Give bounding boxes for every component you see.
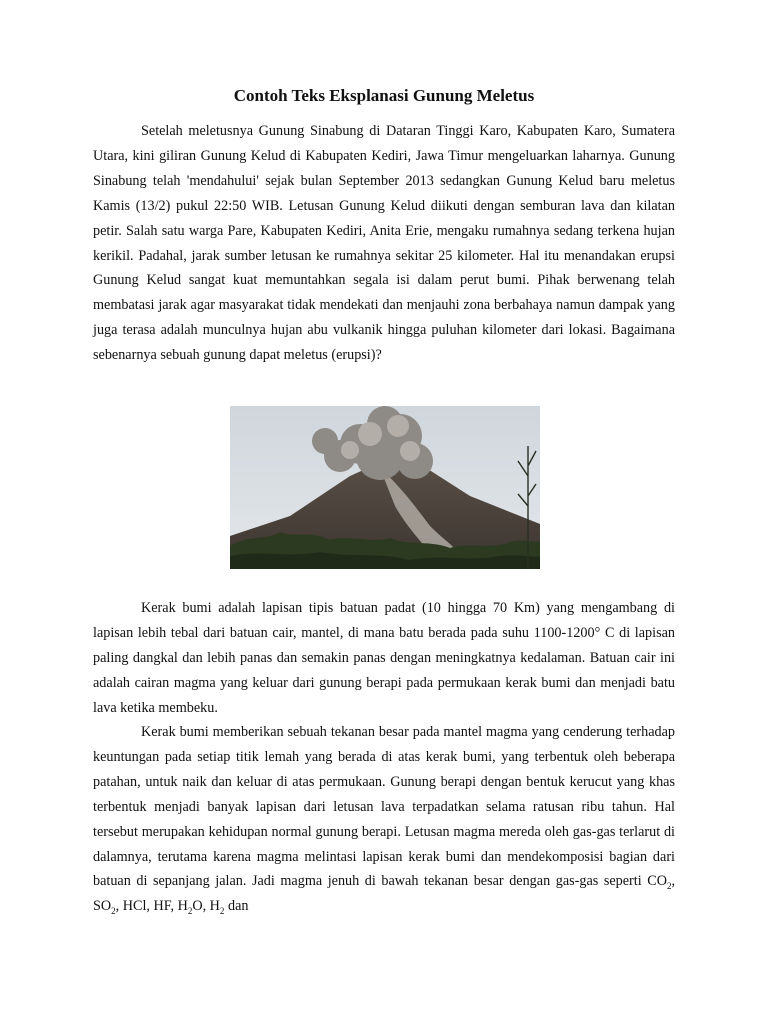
- paragraph-intro: Setelah meletusnya Gunung Sinabung di Dataran Tinggi Karo, Kabupaten Karo, Sumatera Utara, kini giliran Gunung Kelud di Kabupaten Kediri, Jawa Timur mengeluarkan laharnya. Gunung Sinabung telah 'mendahului' sejak bulan September 2013 sedangkan Gunung Kelud baru meletus Kamis (13/2) pukul 22:50 WIB. Letusan Gunung Kelud diikuti dengan semburan lava dan kilatan petir. Salah satu warga Pare, Kabupaten Kediri, Anita Erie, mengaku rumahnya sedang terkena hujan kerikil. Padahal, jarak sumber letusan ke rumahnya sekitar 25 kilometer. Hal itu menandakan erupsi Gunung Kelud sangat kuat memuntahkan segala isi dalam perut bumi. Pihak berwenang telah membatasi jarak agar masyarakat tidak mendekati dan menjauhi zona berbahaya namun dampak yang juga terasa adalah munculnya hujan abu vulkanik hingga puluhan kilometer dari lokasi. Bagaimana sebenarnya sebuah gunung dapat meletus (erupsi)?: [93, 123, 675, 364]
- gas-h2o: $H_2O$: [177, 898, 203, 917]
- paragraph-earth-crust: Kerak bumi adalah lapisan tipis batuan padat (10 hingga 70 Km) yang mengambang di lapisan lebih tebal dari batuan cair, mantel, di mana batu berada pada suhu 1100-1200° C di lapisan paling dangkal dan lebih panas dan semakin panas dengan meningkatnya kedalaman. Batuan cair ini adalah cairan magma yang keluar dari gunung berapi pada permukaan kerak bumi dan menjadi batu lava ketika membeku.: [93, 600, 675, 716]
- document-title: Contoh Teks Eksplanasi Gunung Meletus: [233, 86, 535, 105]
- paragraph-crust-pressure-text: Kerak bumi memberikan sebuah tekanan besar pada mantel magma yang cenderung terhadap keuntungan pada setiap titik lemah yang berada di atas kerak bumi, yang terbentuk oleh beberapa patahan, untuk naik dan keluar di atas permukaan. Gunung berapi dengan bentuk kerucut yang khas terbentuk menjadi banyak lapisan dari letusan lava terpadatkan selama ratusan ribu tahun. Hal tersebut merupakan kehidupan normal gunung berapi. Letusan magma mereda oleh gas-gas terlarut di dalamnya, terutama karena magma melintasi lapisan kerak bumi dan mendekomposisi bagian dari batuan di sepanjang jalan. Jadi magma jenuh di bawah tekanan besar dengan gas-gas seperti: [93, 724, 675, 890]
- gas-so2: $SO_2$: [93, 898, 116, 917]
- gas-h2: $H_2$: [209, 898, 225, 917]
- gas-hcl: HCl: [122, 898, 147, 915]
- paragraph-crust-pressure: Kerak bumi memberikan sebuah tekanan besar pada mantel magma yang cenderung terhadap keuntungan pada setiap titik lemah yang berada di atas kerak bumi, yang terbentuk oleh beberapa patahan, untuk naik dan keluar di atas permukaan. Gunung berapi dengan bentuk kerucut yang khas terbentuk menjadi banyak lapisan dari letusan lava terpadatkan selama ratusan ribu tahun. Hal tersebut merupakan kehidupan normal gunung berapi. Letusan magma mereda oleh gas-gas terlarut di dalamnya, terutama karena magma melintasi lapisan kerak bumi dan mendekomposisi bagian dari batuan di sepanjang jalan. Jadi magma jenuh di bawah tekanan besar dengan gas-gas seperti $CO_2$, $SO_2$, HCl, HF, $H_2O$, $H_2$ dan: [93, 724, 676, 917]
- trailing-word: dan: [227, 898, 249, 915]
- volcano-eruption-photo: [230, 406, 540, 569]
- gas-hf: HF: [153, 898, 171, 915]
- gas-co2: $CO_2$: [647, 873, 672, 892]
